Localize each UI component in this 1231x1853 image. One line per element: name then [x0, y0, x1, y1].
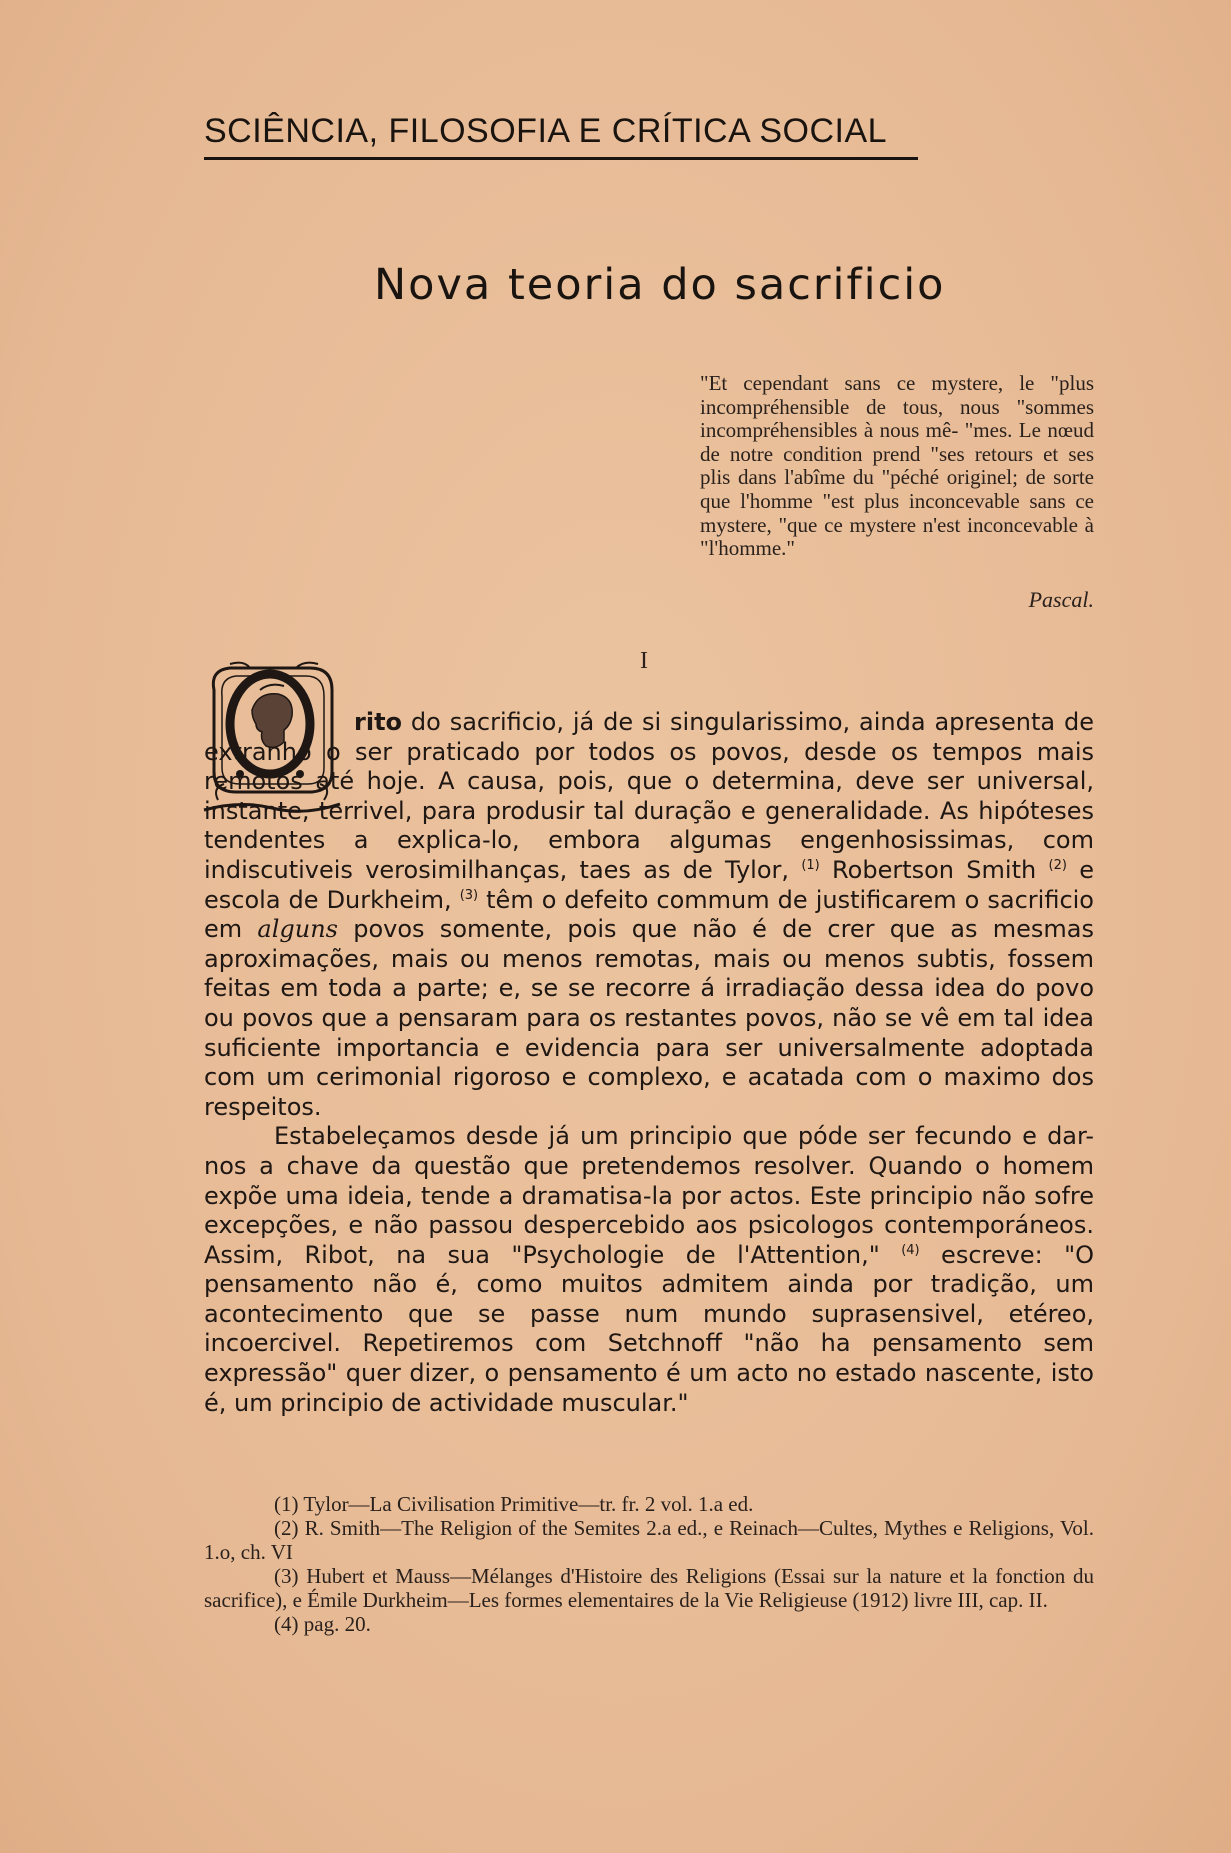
emphasis-alguns: alguns: [257, 915, 338, 944]
footnote-2: (2) R. Smith—The Religion of the Semites 2.a ed., e Reinach—Cultes, Mythes e Religions, Vol. 1.o, ch. VI: [204, 1516, 1094, 1564]
footnote-ref-4[interactable]: (4): [901, 1242, 920, 1258]
running-header: SCIÊNCIA, FILOSOFIA E CRÍTICA SOCIAL: [204, 112, 918, 160]
footnote-ref-2[interactable]: (2): [1048, 857, 1067, 873]
footnotes: [204, 1492, 1094, 1636]
epigraph-attribution: Pascal.: [1028, 587, 1094, 612]
epigraph-text: "Et cependant sans ce mystere, le "plus incompréhensible de tous, nous "sommes incompréhensibles à nous mê- "mes. Le nœud de notre condition prend "ses retours et ses plis dans l'abîme du "péché originel; de sorte que l'homme "est plus inconcevable sans ce mystere, "que ce mystere n'est inconcevable à "l'homme.": [700, 371, 1094, 561]
footnote-3: (3) Hubert et Mauss—Mélanges d'Histoire des Religions (Essai sur la nature et la fonction du sacrifice), e Émile Durkheim—Les formes elementaires de la Vie Religieuse (1912) livre III, cap. II.: [204, 1564, 1094, 1612]
section-number: I: [640, 648, 648, 674]
footnote-ref-3[interactable]: (3): [459, 887, 479, 903]
footnote-4: (4) pag. 20.: [274, 1612, 371, 1636]
lead-word: rito: [354, 708, 403, 736]
paragraph-2: Estabeleçamos desde já um principio que póde ser fecundo e dar-nos a chave da questão que pretendemos resolver. Quando o homem expõe uma ideia, tende a dramatisa-la por actos. Este principio não sofre excepções, e não passou despercebido aos psicologos contemporáneos. Assim, Ribot, na sua "Psychologie de l'Attention," $^{(4)}$ escreve: "O pensamento não é, como muitos admitem ainda por tradição, um acontecimento que se passe num mundo suprasensivel, etéreo, incoercivel. Repetiremos com Setchnoff "não ha pensamento sem expressão" quer dizer, o pensamento é um acto no estado nascente, isto é, um principio de actividade muscular.": [204, 1122, 1095, 1417]
epigraph: [700, 372, 1094, 561]
footnote-1: (1) Tylor—La Civilisation Primitive—tr. fr. 2 vol. 1.a ed.: [274, 1492, 754, 1516]
footnote-ref-1[interactable]: (1): [801, 857, 820, 873]
article-title: Nova teoria do sacrificio: [374, 260, 946, 310]
article-body: [204, 708, 1094, 1418]
paragraph-1: rito do sacrificio, já de si singularissimo, ainda apresenta de extranho o ser praticado por todos os povos, desde os tempos mais remotos até hoje. A causa, pois, que o determina, deve ser universal, instante, terrivel, para produsir tal duração e generalidade. As hipóteses tendentes a explica-lo, embora algumas engenhosissimas, com indiscutiveis verosimilhanças, taes as de Tylor, $^{(1)}$ Robertson Smith $^{(2)}$ e escola de Durkheim, $^{(3)}$ têm o defeito commum de justificarem o sacrificio em alguns povos somente, pois que não é de crer que as mesmas aproximações, mais ou menos remotas, mais ou menos subtis, fossem feitas em toda a parte; e, se se recorre á irradiação dessa idea do povo ou povos que a pensaram para os restantes povos, não se vê em tal idea suficiente importancia e evidencia para ser universalmente adoptada com um cerimonial rigoroso e complexo, e acatada com o maximo dos respeitos.: [204, 708, 1095, 1121]
